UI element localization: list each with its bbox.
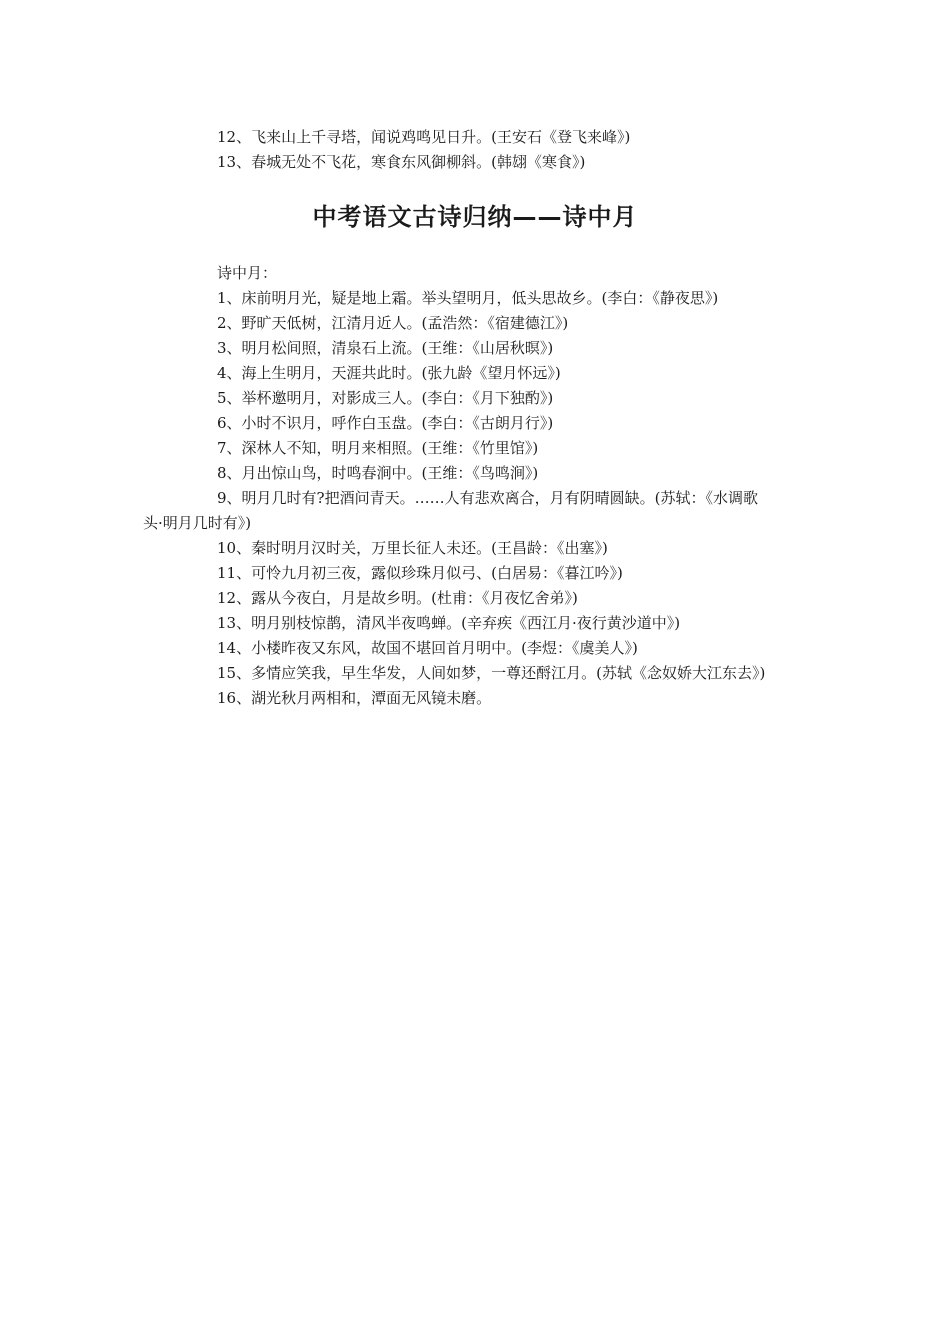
poem-line-16: 16、湖光秋月两相和，潭面无风镜未磨。 [217, 689, 492, 707]
poem-line-10: 10、秦时明月汉时关，万里长征人未还。(王昌龄：《出塞》) [217, 539, 608, 557]
poem-line-5: 5、举杯邀明月，对影成三人。(李白：《月下独酌》) [217, 389, 554, 407]
page-title: 中考语文古诗归纳——诗中月 [312, 203, 638, 231]
poem-line-8: 8、月出惊山鸟，时鸣春涧中。(王维：《鸟鸣涧》) [217, 464, 539, 482]
poem-line-9-continued: 头·明月几时有》) [143, 514, 252, 532]
poem-line-13: 13、明月别枝惊鹊，清风半夜鸣蝉。(辛弃疾《西江月·夜行黄沙道中》) [217, 614, 681, 632]
poem-line-9: 9、明月几时有?把酒问青天。……人有悲欢离合，月有阴晴圆缺。(苏轼：《水调歌 [217, 489, 758, 507]
poem-line-top-12: 12、飞来山上千寻塔，闻说鸡鸣见日升。(王安石《登飞来峰》) [217, 128, 631, 146]
poem-line-6: 6、小时不识月，呼作白玉盘。(李白：《古朗月行》) [217, 414, 554, 432]
poem-line-11: 11、可怜九月初三夜，露似珍珠月似弓、(白居易：《暮江吟》) [217, 564, 623, 582]
poem-line-4: 4、海上生明月，天涯共此时。(张九龄《望月怀远》) [217, 364, 561, 382]
poem-line-top-13: 13、春城无处不飞花，寒食东风御柳斜。(韩翃《寒食》) [217, 153, 586, 171]
poem-line-1: 1、床前明月光，疑是地上霜。举头望明月，低头思故乡。(李白：《静夜思》) [217, 289, 719, 307]
poem-line-12: 12、露从今夜白，月是故乡明。(杜甫：《月夜忆舍弟》) [217, 589, 578, 607]
poem-line-2: 2、野旷天低树，江清月近人。(孟浩然：《宿建德江》) [217, 314, 569, 332]
poem-line-7: 7、深林人不知，明月来相照。(王维：《竹里馆》) [217, 439, 539, 457]
poem-line-3: 3、明月松间照，清泉石上流。(王维：《山居秋暝》) [217, 339, 554, 357]
poem-line-15: 15、多情应笑我，早生华发，人间如梦，一尊还酹江月。(苏轼《念奴娇大江东去》) [217, 664, 766, 682]
poem-line-14: 14、小楼昨夜又东风，故国不堪回首月明中。(李煜：《虞美人》) [217, 639, 638, 657]
section-label: 诗中月： [217, 264, 278, 282]
